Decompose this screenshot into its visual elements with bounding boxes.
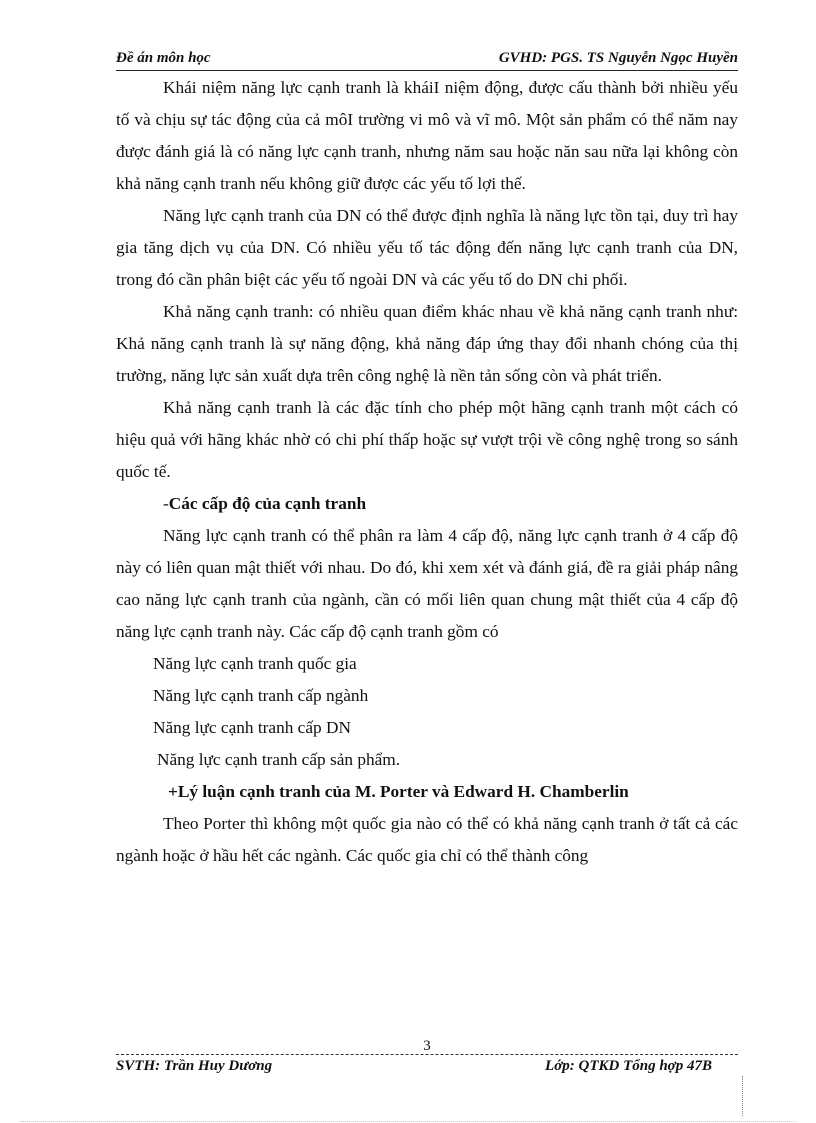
footer-divider [116,1054,738,1055]
heading-text: Các cấp độ của cạnh tranh [168,494,367,513]
list-item-industry: Năng lực cạnh tranh cấp ngành [153,686,369,705]
section-heading-levels [116,488,738,520]
heading-dash: - [163,494,169,513]
header-course-title: Đề án môn học [116,50,211,66]
paragraph-competitive-characteristics: Khả năng cạnh tranh là các đặc tính cho phép một hãng cạnh tranh một cách có hiệu quả với hãng khác nhờ có chi phí thấp hoặc sự vượt trội về công nghệ trong so sánh quốc tế. [116,398,738,481]
footer-student: SVTH: Trần Huy Dương [116,1058,273,1074]
page-number: 3 [423,1038,431,1054]
footer-class: Lớp: QTKD Tổng hợp 47B [545,1058,712,1074]
paragraph-competitiveness-concept: Khái niệm năng lực cạnh tranh là kháiI niệm động, được cấu thành bởi nhiều yếu tố và chịu sự tác động của cả môI trường vi mô và vĩ mô. Một sản phẩm có thể năm nay được đánh giá là có năng lực cạnh tranh, nhưng năm sau hoặc năn sau nữa lại không còn khả năng cạnh tranh nếu không giữ được các yếu tố lợi thế. [116,78,738,193]
list-item-product: Năng lực cạnh tranh cấp sản phẩm. [157,750,401,769]
page-header [116,50,738,71]
list-item-national: Năng lực cạnh tranh quốc gia [153,654,357,673]
paragraph-porter-theory: Theo Porter thì không một quốc gia nào có thể có khả năng cạnh tranh ở tất cả các ngành hoặc ở hầu hết các ngành. Các quốc gia chỉ có thể thành công [116,814,738,865]
header-supervisor: GVHD: PGS. TS Nguyễn Ngọc Huyền [498,50,738,66]
paragraph-levels-intro: Năng lực cạnh tranh có thể phân ra làm 4 cấp độ, năng lực cạnh tranh ở 4 cấp độ này có liên quan mật thiết với nhau. Do đó, khi xem xét và đánh giá, đề ra giải pháp nâng cao năng lực cạnh tranh của ngành, cần có mối liên quan chung mật thiết của 4 cấp độ năng lực cạnh tranh này. Các cấp độ cạnh tranh gồm có [116,526,738,641]
paragraph-enterprise-competitiveness: Năng lực cạnh tranh của DN có thể được định nghĩa là năng lực tồn tại, duy trì hay gia tăng dịch vụ của DN. Có nhiều yếu tố tác động đến năng lực cạnh tranh của DN, trong đó cần phân biệt các yếu tố ngoài DN và các yếu tố do DN chi phối. [116,206,738,289]
margin-guide-line [742,1076,743,1116]
list-item-enterprise: Năng lực cạnh tranh cấp DN [153,718,351,737]
section-heading-porter: +Lý luận cạnh tranh của M. Porter và Edward H. Chamberlin [168,782,629,801]
paragraph-competitive-ability: Khả năng cạnh tranh: có nhiều quan điểm khác nhau về khả năng cạnh tranh như: Khả năng cạnh tranh là sự năng động, khả năng đáp ứng thay đổi nhanh chóng của thị trường, năng lực sản xuất dựa trên công nghệ là nền tản sống còn và phát triển. [116,302,738,385]
page-bottom-edge [20,1121,796,1122]
body-text [116,72,738,872]
page-footer [116,1058,738,1078]
